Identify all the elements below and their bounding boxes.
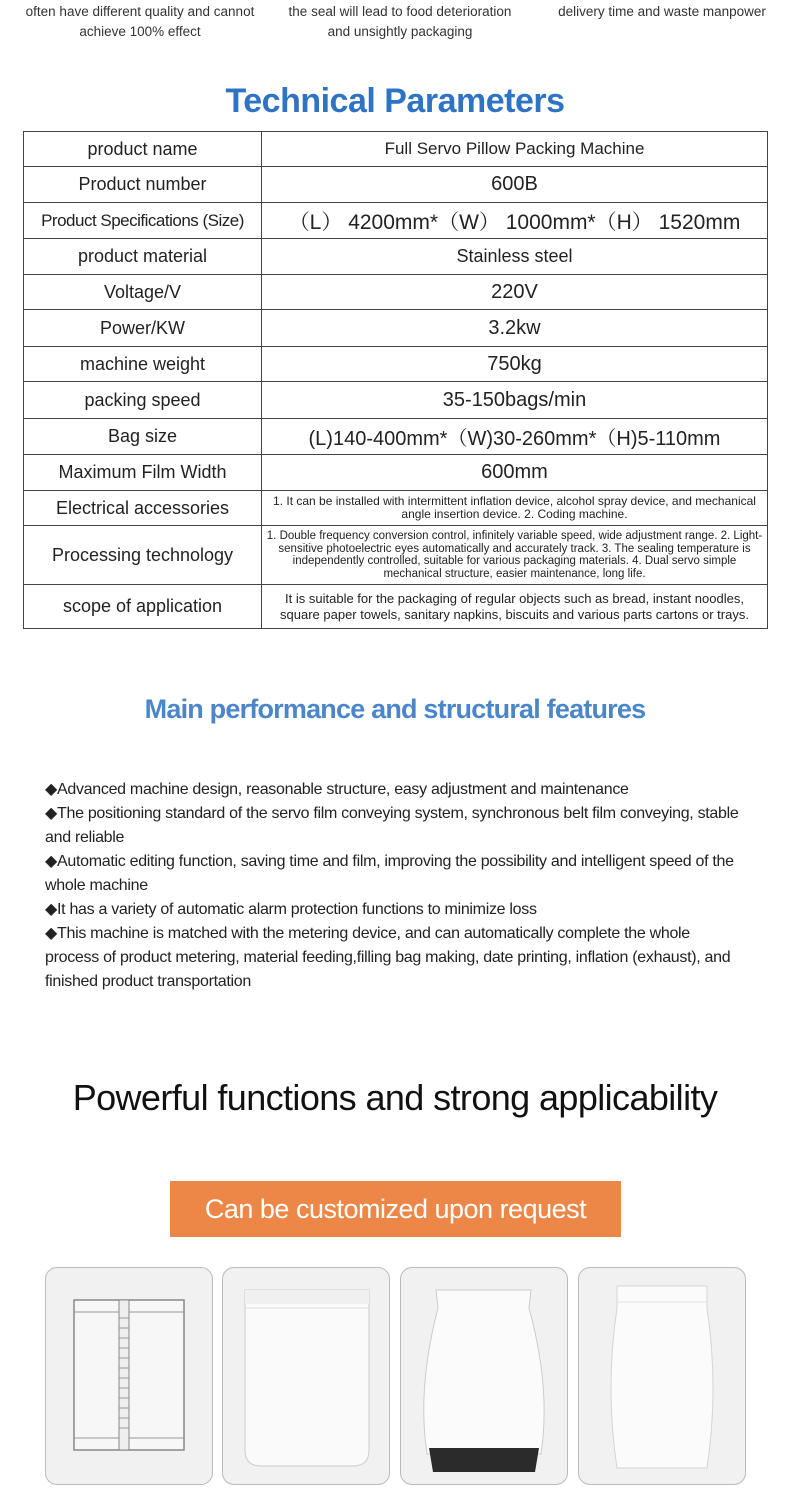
param-key: scope of application xyxy=(24,585,262,629)
param-value: It is suitable for the packaging of regular objects such as bread, instant noodles, square paper towels, sanitary napkins, biscuits and various parts cartons or trays. xyxy=(262,585,768,629)
foil-zipper-pouch-icon xyxy=(401,1268,567,1484)
param-key: Bag size xyxy=(24,419,262,455)
param-key: Product number xyxy=(24,167,262,203)
standing-pouch-icon xyxy=(579,1268,745,1484)
table-row xyxy=(24,526,768,585)
param-value: 35-150bags/min xyxy=(262,382,768,419)
param-value: 1. It can be installed with intermittent inflation device, alcohol spray device, and mechanical angle insertion device. 2. Coding machine. xyxy=(262,491,768,526)
table-row xyxy=(24,239,768,275)
param-value: 1. Double frequency conversion control, infinitely variable speed, wide adjustment range. 2. Light-sensitive photoelectric eyes automatically and accurately track. 3. The sealing temperature is independently controlled, suitable for various packaging materials. 4. Dual servo simple mechanical structure, easier maintenance, long life. xyxy=(262,526,768,585)
table-row xyxy=(24,585,768,629)
param-value: （L） 4200mm*（W） 1000mm*（H） 1520mm xyxy=(262,203,768,239)
param-value: 750kg xyxy=(262,347,768,382)
feature-item: ◆This machine is matched with the metering device, and can automatically complete the whole process of product metering, material feeding,filling bag making, date printing, inflation (exhaust), and finished product transportation xyxy=(45,925,731,990)
table-row xyxy=(24,203,768,239)
feature-item: ◆It has a variety of automatic alarm protection functions to minimize loss xyxy=(45,901,537,918)
pillow-bag-icon xyxy=(46,1268,212,1484)
top-note-3: delivery time and waste manpower xyxy=(558,4,766,19)
features-title: Main performance and structural features xyxy=(144,694,646,724)
technical-parameters-title: Technical Parameters xyxy=(225,82,565,120)
feature-item: ◆Advanced machine design, reasonable structure, easy adjustment and maintenance xyxy=(45,781,629,798)
top-notes xyxy=(0,0,790,44)
param-key: Product Specifications (Size) xyxy=(24,203,262,239)
table-row xyxy=(24,347,768,382)
param-key: product material xyxy=(24,239,262,275)
top-note-2: the seal will lead to food deterioration and unsightly packaging xyxy=(288,4,512,39)
foil-zipper-pouch-image xyxy=(400,1267,568,1485)
param-key: packing speed xyxy=(24,382,262,419)
param-value: Full Servo Pillow Packing Machine xyxy=(262,132,768,167)
stand-up-pouch-icon xyxy=(223,1268,389,1484)
table-row xyxy=(24,167,768,203)
param-value: 3.2kw xyxy=(262,310,768,347)
param-key: Voltage/V xyxy=(24,275,262,310)
applicability-title: Powerful functions and strong applicability xyxy=(72,1077,718,1118)
table-row xyxy=(24,491,768,526)
parameters-table xyxy=(23,131,768,629)
feature-item: ◆Automatic editing function, saving time and film, improving the possibility and intelligent speed of the whole machine xyxy=(45,853,734,894)
table-row xyxy=(24,132,768,167)
table-row xyxy=(24,419,768,455)
param-key: Power/KW xyxy=(24,310,262,347)
param-key: Maximum Film Width xyxy=(24,455,262,491)
param-value: Stainless steel xyxy=(262,239,768,275)
stand-up-pouch-image xyxy=(222,1267,390,1485)
table-row xyxy=(24,382,768,419)
top-note-1: often have different quality and cannot achieve 100% effect xyxy=(25,4,255,39)
param-value: 600B xyxy=(262,167,768,203)
table-row xyxy=(24,455,768,491)
table-row xyxy=(24,310,768,347)
param-key: product name xyxy=(24,132,262,167)
param-key: Electrical accessories xyxy=(24,491,262,526)
table-row xyxy=(24,275,768,310)
param-key: machine weight xyxy=(24,347,262,382)
feature-item: ◆The positioning standard of the servo film conveying system, synchronous belt film conveying, stable and reliable xyxy=(45,805,739,846)
features-list xyxy=(45,778,745,994)
param-value: 600mm xyxy=(262,455,768,491)
param-value: 220V xyxy=(262,275,768,310)
param-value: (L)140-400mm*（W)30-260mm*（H)5-110mm xyxy=(262,419,768,455)
customize-button[interactable]: Can be customized upon request xyxy=(170,1181,621,1237)
param-key: Processing technology xyxy=(24,526,262,585)
standing-pouch-image xyxy=(578,1267,746,1485)
pillow-bag-image xyxy=(45,1267,213,1485)
